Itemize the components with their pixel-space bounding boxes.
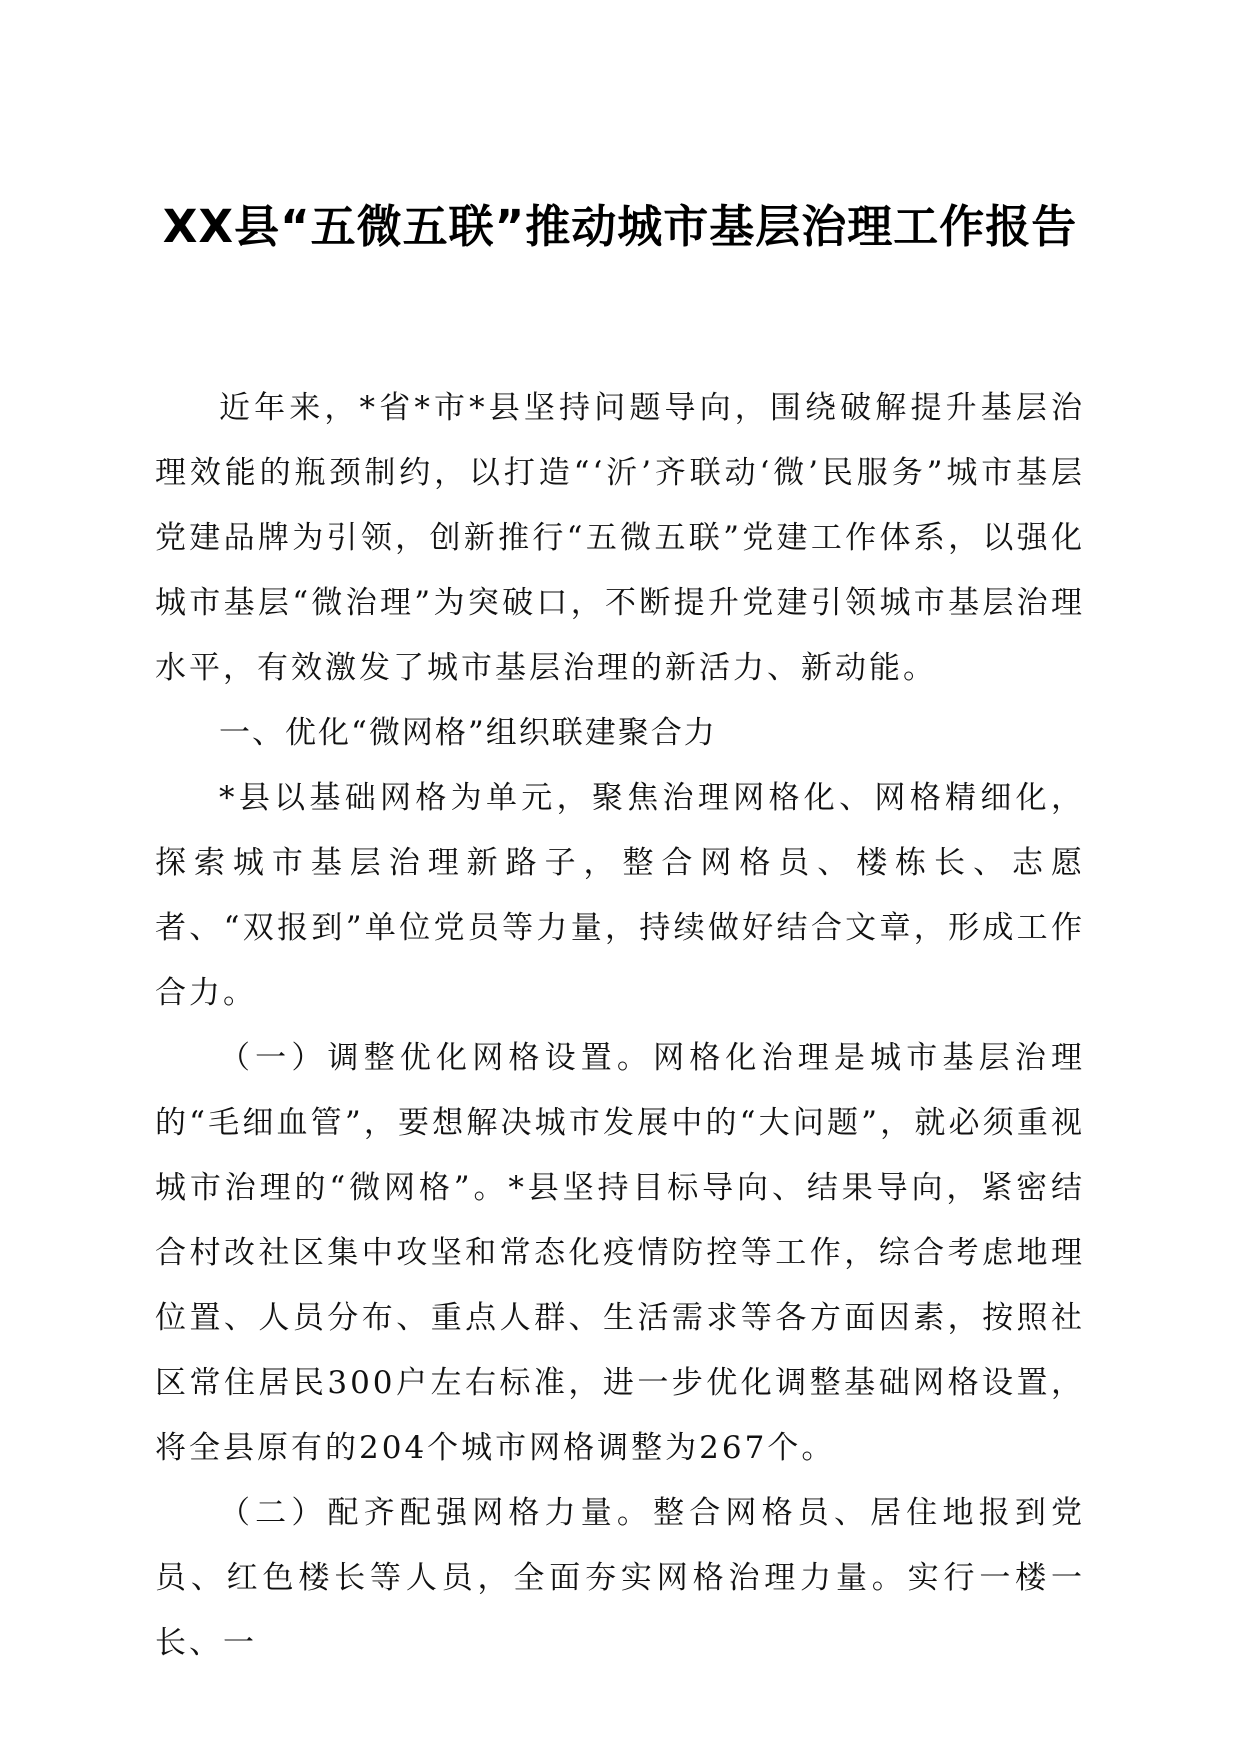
paragraph-intro: 近年来，*省*市*县坚持问题导向，围绕破解提升基层治理效能的瓶颈制约，以打造“‘沂’齐联动‘微’民服务”城市基层党建品牌为引领，创新推行“五微五联”党建工作体系，以强化城市基层“微治理”为突破口，不断提升党建引领城市基层治理水平，有效激发了城市基层治理的新活力、新动能。 bbox=[155, 390, 1085, 686]
document-body bbox=[155, 376, 1085, 1676]
section-heading-1: 一、优化“微网格”组织联建聚合力 bbox=[219, 715, 717, 751]
paragraph-subsection-1: （一）调整优化网格设置。网格化治理是城市基层治理的“毛细血管”，要想解决城市发展中的“大问题”，就必须重视城市治理的“微网格”。*县坚持目标导向、结果导向，紧密结合村改社区集中攻坚和常态化疫情防控等工作，综合考虑地理位置、人员分布、重点人群、生活需求等各方面因素，按照社区常住居民300户左右标准，进一步优化调整基础网格设置，将全县原有的204个城市网格调整为267个。 bbox=[155, 1040, 1085, 1466]
document-title: XX县“五微五联”推动城市基层治理工作报告 bbox=[162, 200, 1078, 253]
paragraph-section-1-summary: *县以基础网格为单元，聚焦治理网格化、网格精细化，探索城市基层治理新路子，整合网格员、楼栋长、志愿者、“双报到”单位党员等力量，持续做好结合文章，形成工作合力。 bbox=[155, 780, 1085, 1011]
paragraph-subsection-2: （二）配齐配强网格力量。整合网格员、居住地报到党员、红色楼长等人员，全面夯实网格治理力量。实行一楼一长、一 bbox=[155, 1495, 1085, 1661]
